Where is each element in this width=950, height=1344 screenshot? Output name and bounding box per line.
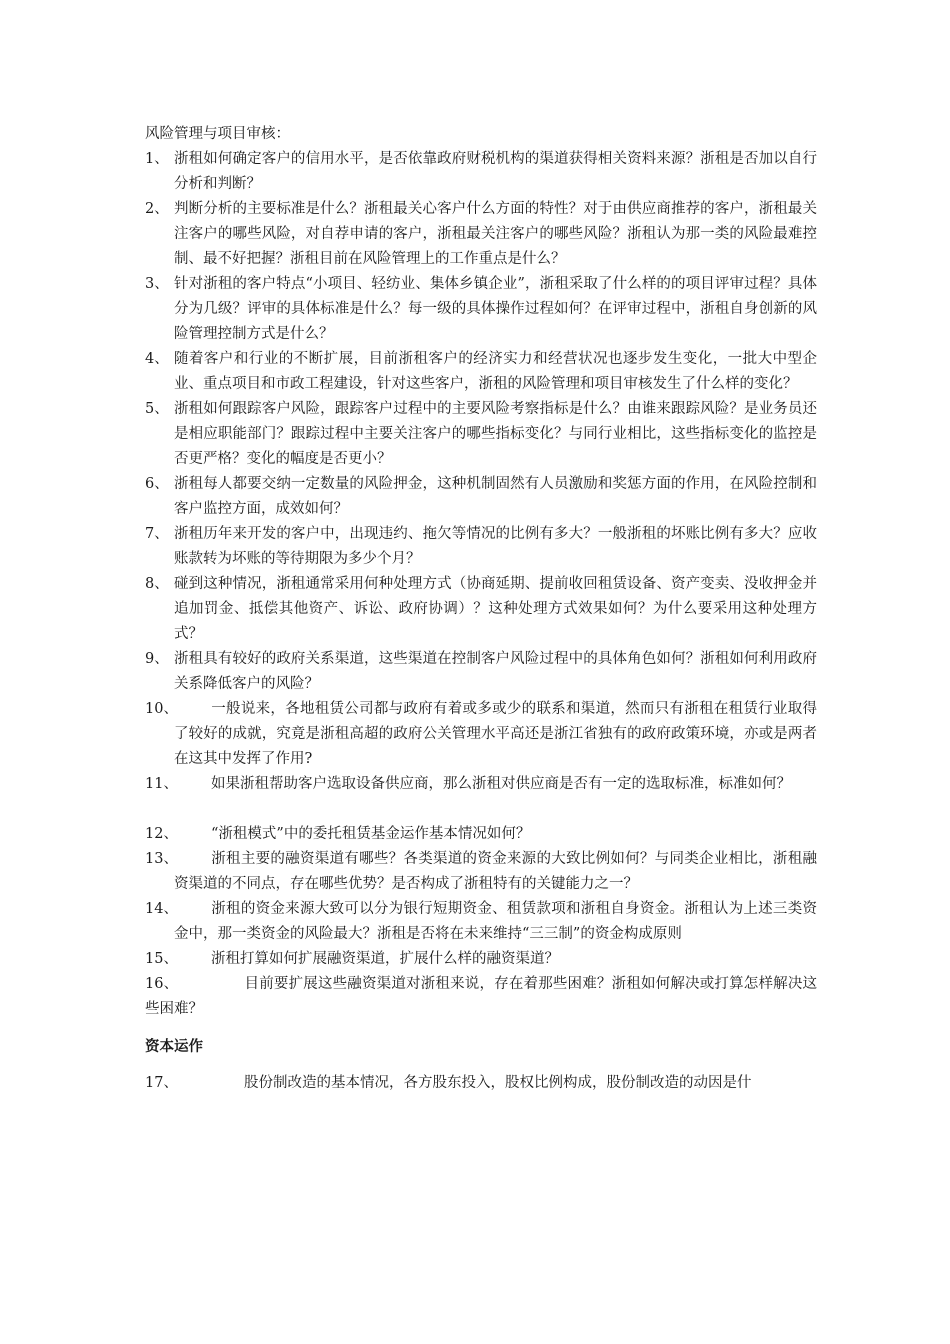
list-item <box>145 572 817 647</box>
list-item <box>145 697 817 772</box>
list-item <box>145 397 817 472</box>
item-number: 16、 <box>145 976 179 992</box>
item-text: 判断分析的主要标准是什么？浙租最关心客户什么方面的特性？对于由供应商推荐的客户，浙租最关注客户的哪些风险，对自荐申请的客户，浙租最关注客户的哪些风险？浙租认为那一类的风险最难控制、最不好把握？浙租目前在风险管理上的工作重点是什么？ <box>174 201 817 267</box>
item-number: 9、 <box>145 651 169 667</box>
item-text: 随着客户和行业的不断扩展，目前浙租客户的经济实力和经营状况也逐步发生变化，一批大中型企业、重点项目和市政工程建设，针对这些客户，浙租的风险管理和项目审核发生了什么样的变化？ <box>174 351 817 392</box>
item-number: 6、 <box>145 476 169 492</box>
item-text: 浙租具有较好的政府关系渠道，这些渠道在控制客户风险过程中的具体角色如何？浙租如何利用政府关系降低客户的风险？ <box>174 651 817 692</box>
item-number: 10、 <box>145 701 178 717</box>
item-text: 浙租历年来开发的客户中，出现违约、拖欠等情况的比例有多大？一般浙租的坏账比例有多大？应收账款转为坏账的等待期限为多少个月？ <box>174 526 817 567</box>
section-title: 资本运作 <box>145 1038 203 1055</box>
item-number: 1、 <box>145 151 169 167</box>
item-number: 8、 <box>145 576 169 592</box>
list-item <box>145 147 817 197</box>
list-item <box>145 847 817 897</box>
item-number: 14、 <box>145 901 178 917</box>
document-heading: 风险管理与项目审核： <box>145 126 290 142</box>
item-text: 如果浙租帮助客户选取设备供应商，那么浙租对供应商是否有一定的选取标准，标准如何？ <box>211 776 791 792</box>
item-number: 12、 <box>145 826 178 842</box>
item-number: 5、 <box>145 401 169 417</box>
question-list-a <box>145 147 817 697</box>
list-item <box>145 1071 817 1096</box>
list-item <box>145 197 817 272</box>
item-text: 浙租如何跟踪客户风险，跟踪客户过程中的主要风险考察指标是什么？由谁来跟踪风险？是业务员还是相应职能部门？跟踪过程中主要关注客户的哪些指标变化？与同行业相比，这些指标变化的监控是否更严格？变化的幅度是否更小？ <box>174 401 817 467</box>
item-text: 一般说来，各地租赁公司都与政府有着或多或少的联系和渠道，然而只有浙租在租赁行业取得了较好的成就，究竟是浙租高超的政府公关管理水平高还是浙江省独有的政府政策环境，亦或是两者在这其中发挥了作用? <box>174 701 817 767</box>
list-item <box>145 347 817 397</box>
question-list-c <box>145 822 817 972</box>
list-item <box>145 522 817 572</box>
item-text: “浙租模式”中的委托租赁基金运作基本情况如何？ <box>211 826 531 842</box>
item-number: 2、 <box>145 201 169 217</box>
list-item <box>145 272 817 347</box>
list-item <box>145 822 817 847</box>
item-text: 浙租每人都要交纳一定数量的风险押金，这种机制固然有人员激励和奖惩方面的作用，在风险控制和客户监控方面，成效如何？ <box>174 476 817 517</box>
item-text: 浙租主要的融资渠道有哪些？各类渠道的资金来源的大致比例如何？与同类企业相比，浙租融资渠道的不同点，存在哪些优势？是否构成了浙租特有的关键能力之一？ <box>174 851 817 892</box>
blank-line <box>145 797 817 822</box>
list-item <box>145 947 817 972</box>
list-item <box>145 772 817 797</box>
item-text: 浙租的资金来源大致可以分为银行短期资金、租赁款项和浙租自身资金。浙租认为上述三类资金中，那一类资金的风险最大？浙租是否将在未来维持“三三制”的资金构成原则 <box>174 901 817 942</box>
item-number: 4、 <box>145 351 169 367</box>
item-text: 浙租如何确定客户的信用水平，是否依靠政府财税机构的渠道获得相关资料来源？浙租是否加以自行分析和判断？ <box>174 151 817 192</box>
item-number: 11、 <box>145 776 178 792</box>
item-number: 7、 <box>145 526 169 542</box>
item-number: 15、 <box>145 951 178 967</box>
document-content <box>145 122 817 1096</box>
item-number: 17、 <box>145 1075 178 1091</box>
item-text: 目前要扩展这些融资渠道对浙租来说，存在着那些困难？浙租如何解决或打算怎样解决这些困难？ <box>145 976 818 1017</box>
item-number: 13、 <box>145 851 178 867</box>
item-text: 针对浙租的客户特点“小项目、轻纺业、集体乡镇企业”，浙租采取了什么样的的项目评审过程？具体分为几级？评审的具体标准是什么？每一级的具体操作过程如何？在评审过程中，浙租自身创新的风险管理控制方式是什么？ <box>174 276 817 342</box>
list-item <box>145 472 817 522</box>
item-text: 股份制改造的基本情况，各方股东投入，股权比例构成，股份制改造的动因是什 <box>243 1075 752 1091</box>
question-list-b <box>145 697 817 797</box>
item-text: 碰到这种情况，浙租通常采用何种处理方式（协商延期、提前收回租赁设备、资产变卖、没收押金并追加罚金、抵偿其他资产、诉讼、政府协调）？这种处理方式效果如何？为什么要采用这种处理方式？ <box>174 576 817 642</box>
item-text: 浙租打算如何扩展融资渠道，扩展什么样的融资渠道？ <box>211 951 559 967</box>
item-number: 3、 <box>145 276 169 292</box>
list-item <box>145 897 817 947</box>
list-item <box>145 972 817 1022</box>
list-item <box>145 647 817 697</box>
